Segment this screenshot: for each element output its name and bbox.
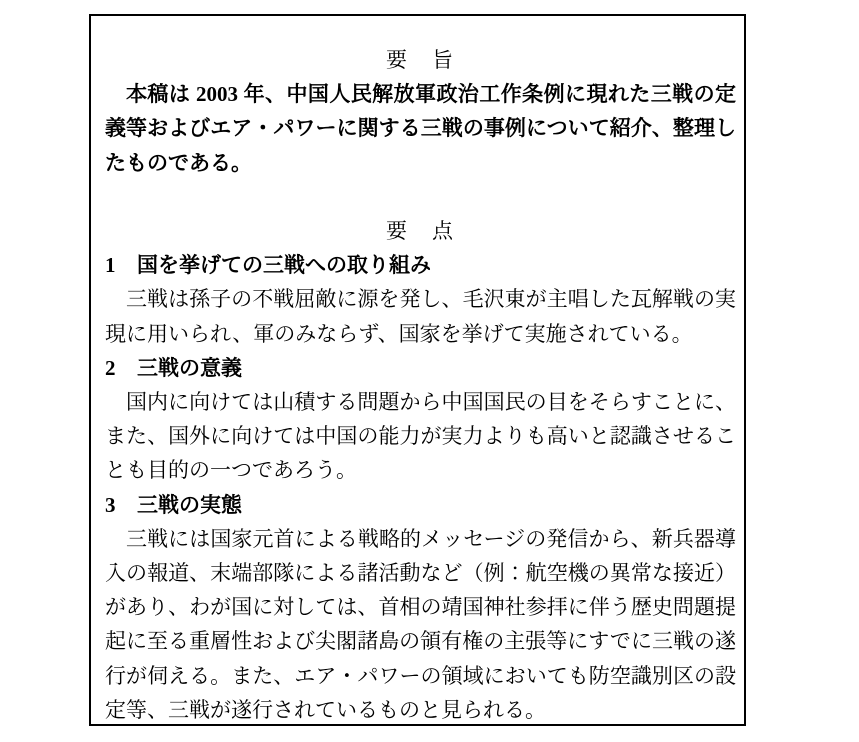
key-point-1-body: 三戦は孫子の不戦屈敵に源を発し、毛沢東が主唱した瓦解戦の実現に用いられ、軍のみならず、国家を挙げて実施されている。 xyxy=(105,287,736,346)
key-point-3-heading xyxy=(105,488,736,522)
key-point-1-number: 1 xyxy=(105,253,116,278)
key-point-2-heading xyxy=(105,351,736,385)
key-point-1-heading xyxy=(105,248,736,282)
key-point-2-number: 2 xyxy=(105,355,116,380)
key-point-2-body: 国内に向けては山積する問題から中国国民の目をそらすことに、また、国外に向けては中国の能力が実力よりも高いと認識させることも目的の一つであろう。 xyxy=(105,390,736,483)
key-point-2-heading-text: 三戦の意義 xyxy=(137,355,242,380)
summary-box xyxy=(89,14,746,726)
key-point-1-heading-text: 国を挙げての三戦への取り組み xyxy=(137,253,431,278)
blank-line-spacer xyxy=(105,180,736,214)
key-points-title: 要 点 xyxy=(386,219,455,243)
key-point-3-body: 三戦には国家元首による戦略的メッセージの発信から、新兵器導入の報道、末端部隊による諸活動など（例：航空機の異常な接近）があり、わが国に対しては、首相の靖国神社参拝に伴う歴史問題提起に至る重層性および尖閣諸島の領有権の主張等にすでに三戦の遂行が伺える。また、エア・パワーの領域においても防空識別区の設定等、三戦が遂行されているものと見られる。 xyxy=(105,526,736,722)
key-point-1 xyxy=(105,248,736,351)
key-point-3-heading-text: 三戦の実態 xyxy=(137,492,242,517)
abstract-body: 本稿は 2003 年、中国人民解放軍政治工作条例に現れた三戦の定義等およびエア・パワーに関する三戦の事例について紹介、整理したものである。 xyxy=(105,82,736,175)
abstract-title: 要 旨 xyxy=(386,48,455,72)
key-point-3-number: 3 xyxy=(105,492,116,517)
key-point-2 xyxy=(105,351,736,488)
key-point-3 xyxy=(105,488,736,727)
